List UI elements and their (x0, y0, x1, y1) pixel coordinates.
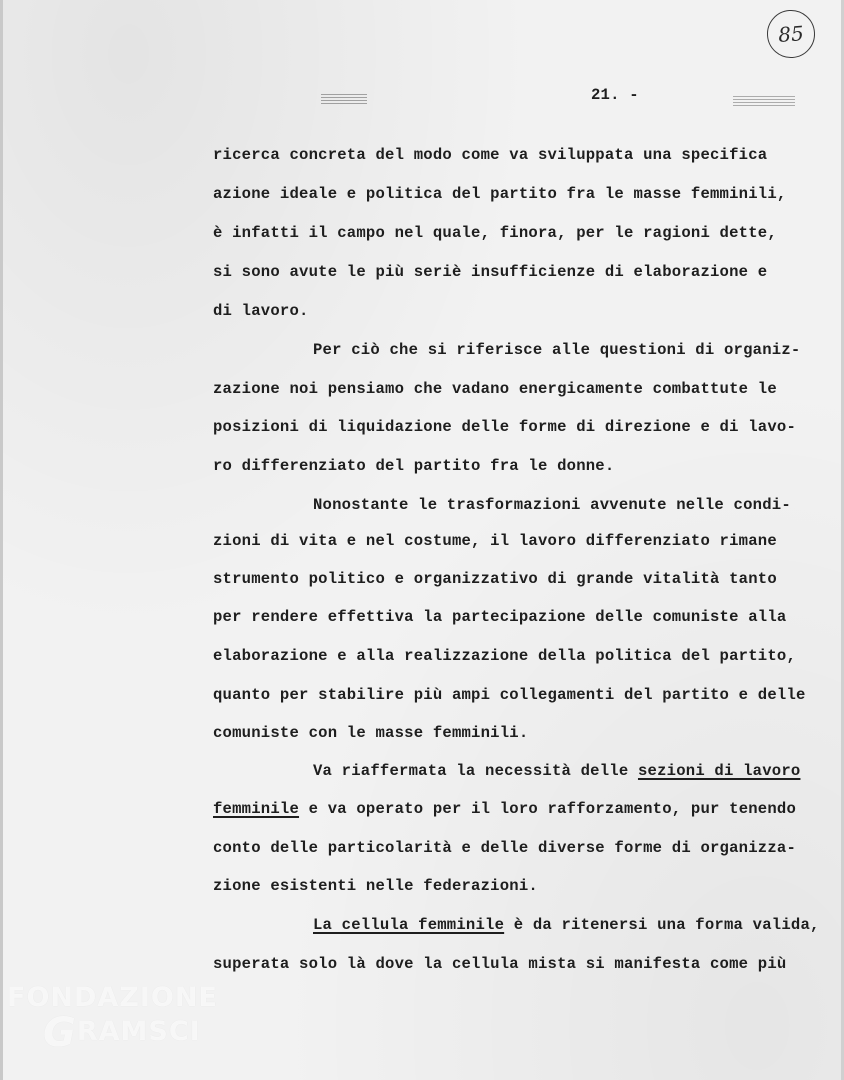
watermark-line-2 (43, 1010, 218, 1056)
text-segment: e va operato per il loro rafforzamento, pur tenendo (299, 800, 797, 818)
archive-number-stamp: 85 (765, 8, 816, 59)
text-line: conto delle particolarità e delle diverse forme di organizza- (213, 839, 797, 857)
text-line: comuniste con le masse femminili. (213, 724, 529, 742)
watermark-rest: RAMSCI (76, 1016, 201, 1047)
text-line (313, 916, 820, 934)
text-line: zazione noi pensiamo che vadano energicamente combattute le (213, 380, 777, 398)
watermark-initial: G (43, 1010, 77, 1056)
text-line: superata solo là dove la cellula mista si manifesta come più (213, 955, 787, 973)
text-segment: è da ritenersi una forma valida, (504, 916, 820, 934)
typewriter-smudge (733, 96, 795, 106)
underlined-phrase: femminile (213, 800, 300, 818)
fondazione-gramsci-watermark (7, 982, 218, 1056)
page-number: 21. - (591, 86, 639, 104)
watermark-line-1: FONDAZIONE (7, 982, 218, 1013)
underlined-phrase: La cellula femminile (313, 916, 505, 934)
text-line: quanto per stabilire più ampi collegamenti del partito e delle (213, 686, 806, 704)
text-line: ricerca concreta del modo come va sviluppata una specifica (213, 146, 768, 164)
text-line (313, 762, 800, 780)
text-segment: Va riaffermata la necessità delle (313, 762, 638, 780)
text-line: zione esistenti nelle federazioni. (213, 877, 538, 895)
text-line: zioni di vita e nel costume, il lavoro differenziato rimane (213, 532, 777, 550)
text-line: elaborazione e alla realizzazione della politica del partito, (213, 647, 797, 665)
text-line: si sono avute le più seriè insufficienze di elaborazione e (213, 263, 768, 281)
text-line: Per ciò che si riferisce alle questioni di organiz- (313, 341, 801, 359)
text-line: ro differenziato del partito fra le donne. (213, 457, 615, 475)
text-line: azione ideale e politica del partito fra le masse femminili, (213, 185, 787, 203)
text-line: strumento politico e organizzativo di grande vitalità tanto (213, 570, 777, 588)
text-line: posizioni di liquidazione delle forme di direzione e di lavo- (213, 418, 797, 436)
text-line: per rendere effettiva la partecipazione delle comuniste alla (213, 608, 787, 626)
text-line: di lavoro. (213, 302, 309, 320)
text-line: Nonostante le trasformazioni avvenute nelle condi- (313, 496, 791, 514)
text-line: è infatti il campo nel quale, finora, per le ragioni dette, (213, 224, 777, 242)
typewriter-smudge (321, 94, 367, 104)
text-line (213, 800, 796, 818)
underlined-phrase: sezioni di lavoro (637, 762, 801, 780)
